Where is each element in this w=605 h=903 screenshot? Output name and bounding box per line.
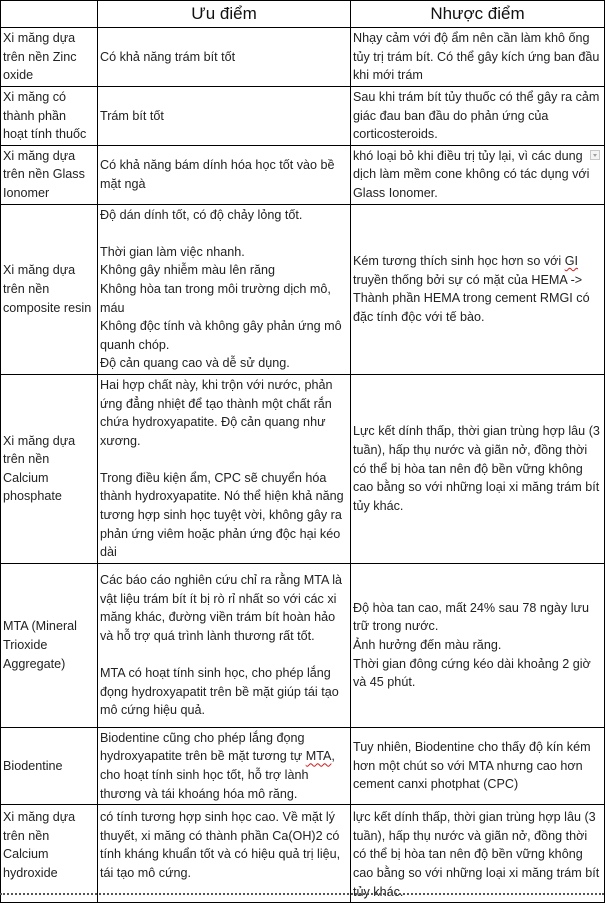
text-segment: Biodentine cũng cho phép lắng đọng hydroxyapatite trên bề mặt tương tự xyxy=(100,730,306,764)
advantages-cell[interactable] xyxy=(98,204,351,374)
disadvantages-cell[interactable] xyxy=(351,563,605,727)
text-line: Có khả năng trám bít tốt xyxy=(100,49,236,64)
text-segment: truyền thống bởi sự có mặt của HEMA -> Thành phần HEMA trong cement RMGI có đặc tính độc với tế bào. xyxy=(353,272,590,324)
spellcheck-flagged-word[interactable]: GI xyxy=(564,254,579,269)
header-row xyxy=(1,1,605,28)
material-name[interactable]: Biodentine xyxy=(1,727,98,804)
text-line: Độ hòa tan cao, mất 24% sau 78 ngày lưu trữ trong nước. xyxy=(353,600,589,634)
advantages-cell[interactable] xyxy=(98,805,351,903)
advantages-cell[interactable] xyxy=(98,87,351,146)
text-line: Có khả năng bám dính hóa học tốt vào bề mặt ngà xyxy=(100,158,335,191)
header-material xyxy=(1,1,98,28)
material-name[interactable]: Xi măng dựa trên nền Glass Ionomer xyxy=(1,145,98,204)
text-line: Nhạy cảm với độ ẩm nên cần làm khô ống tủy trị trám bít. Có thể gây kích ứng ban đầu khi mới trám xyxy=(353,31,600,83)
blank-line xyxy=(100,224,347,243)
material-name[interactable]: Xi măng dựa trên nền Calcium phosphate xyxy=(1,374,98,563)
material-name[interactable]: Xi măng dựa trên nền Calcium hydroxide xyxy=(1,805,98,903)
material-name[interactable]: Xi măng có thành phần hoạt tính thuốc xyxy=(1,87,98,146)
material-name[interactable]: Xi măng dựa trên nền composite resin xyxy=(1,204,98,374)
disadvantages-cell[interactable] xyxy=(351,145,605,204)
text-line: Tuy nhiên, Biodentine cho thấy độ kín kém hơn một chút so với MTA nhưng cao hơn cement canxi photphat (CPC) xyxy=(353,740,591,792)
disadvantages-cell[interactable] xyxy=(351,28,605,87)
text-line: Thời gian đông cứng kéo dài khoảng 2 giờ và 45 phút. xyxy=(353,656,591,690)
text-line: Lực kết dính thấp, thời gian trùng hợp lâu (3 tuần), hấp thụ nước và giãn nở, đồng thời có thể bị hòa tan nên độ bền vững không cao bằng so với những loại xi măng trám bít tủy khác. xyxy=(353,424,600,513)
spellcheck-flagged-word[interactable]: MTA xyxy=(305,749,332,764)
material-name[interactable]: MTA (Mineral Trioxide Aggregate) xyxy=(1,563,98,727)
text-line: Thời gian làm việc nhanh. xyxy=(100,244,245,259)
text-line: Trám bít tốt xyxy=(100,108,164,123)
material-name[interactable]: Xi măng dựa trên nền Zinc oxide xyxy=(1,28,98,87)
advantages-cell[interactable] xyxy=(98,727,351,804)
text-line: Trong điều kiện ẩm, CPC sẽ chuyển hóa thành hydroxyapatite. Nó thể hiện khả năng tương hợp sinh học tuyệt vời, không gây ra phản ứng viêm hoặc phản ứng độc hại kéo dài xyxy=(100,470,344,560)
blank-line xyxy=(100,450,347,469)
table-row xyxy=(1,145,605,204)
disadvantages-cell[interactable] xyxy=(351,204,605,374)
table-row xyxy=(1,87,605,146)
text-segment: , cho hoạt tính sinh học tốt, hỗ trợ lành thương và tái khoáng hóa mô răng. xyxy=(100,749,335,801)
text-line: Ảnh hưởng đến màu răng. xyxy=(353,638,502,653)
text-line: Độ cản quang cao và dễ sử dụng. xyxy=(100,356,290,371)
text-line: Hai hợp chất này, khi trộn với nước, phản ứng đẳng nhiệt để tạo thành một chất rắn chứa hydroxyapatite. Độ cản quang như xương. xyxy=(100,377,333,448)
table-row xyxy=(1,204,605,374)
table-row xyxy=(1,563,605,727)
text-line: Không hòa tan trong môi trường dịch mô, máu xyxy=(100,281,331,315)
text-line: MTA có hoạt tính sinh học, cho phép lắng đọng hydroxyapatit trên bề mặt giúp tái tạo mô cứng hiệu quả. xyxy=(100,665,339,718)
text-segment: Kém tương thích sinh học hơn so với xyxy=(353,254,565,269)
text-line: Không gây nhiễm màu lên răng xyxy=(100,263,276,278)
text-line: có tính tương hợp sinh học cao. Về mặt lý thuyết, xi măng có thành phần Ca(OH)2 có tính kháng khuẩn tốt và có hiệu quả trị liệu, tái tạo mô cứng. xyxy=(100,810,341,880)
text-line: Các báo cáo nghiên cứu chỉ ra rằng MTA là vật liệu trám bít ít bị rò rỉ nhất so với các xi măng khác, đường viền trám bít hoàn hảo và hỗ trợ quá trình lành thương rất tốt. xyxy=(100,572,343,643)
text-line: lực kết dính thấp, thời gian trùng hợp lâu (3 tuần), hấp thụ nước và giãn nở, đồng thời có thể bị hòa tan nên độ bền vững không cao bằng so với những loại xi măng trám bít tủy khác. xyxy=(353,810,600,899)
blank-line xyxy=(100,645,347,664)
advantages-cell[interactable] xyxy=(98,563,351,727)
dropdown-triangle-icon[interactable] xyxy=(590,150,600,160)
text-line: khó loại bỏ khi điều trị tủy lại, vì các dung dịch làm mềm cone không có tác dụng với Glass Ionomer. xyxy=(353,148,590,200)
page-break-divider xyxy=(0,893,604,895)
text-line: Không độc tính và không gây phản ứng mô quanh chóp. xyxy=(100,319,342,352)
header-disadvantages: Nhược điểm xyxy=(351,1,605,28)
table-row xyxy=(1,805,605,903)
advantages-cell[interactable] xyxy=(98,145,351,204)
advantages-cell[interactable] xyxy=(98,28,351,87)
disadvantages-cell[interactable] xyxy=(351,805,605,903)
disadvantages-cell[interactable] xyxy=(351,87,605,146)
table-row xyxy=(1,28,605,87)
table-row xyxy=(1,727,605,804)
disadvantages-cell[interactable] xyxy=(351,374,605,563)
disadvantages-cell[interactable] xyxy=(351,727,605,804)
table-row xyxy=(1,374,605,563)
advantages-cell[interactable] xyxy=(98,374,351,563)
header-advantages: Ưu điểm xyxy=(98,1,351,28)
text-line: Sau khi trám bít tủy thuốc có thể gây ra cảm giác đau ban đầu do phản ứng của corticosteroids. xyxy=(353,90,600,142)
text-line: Độ dán dính tốt, có độ chảy lỏng tốt. xyxy=(100,207,303,222)
